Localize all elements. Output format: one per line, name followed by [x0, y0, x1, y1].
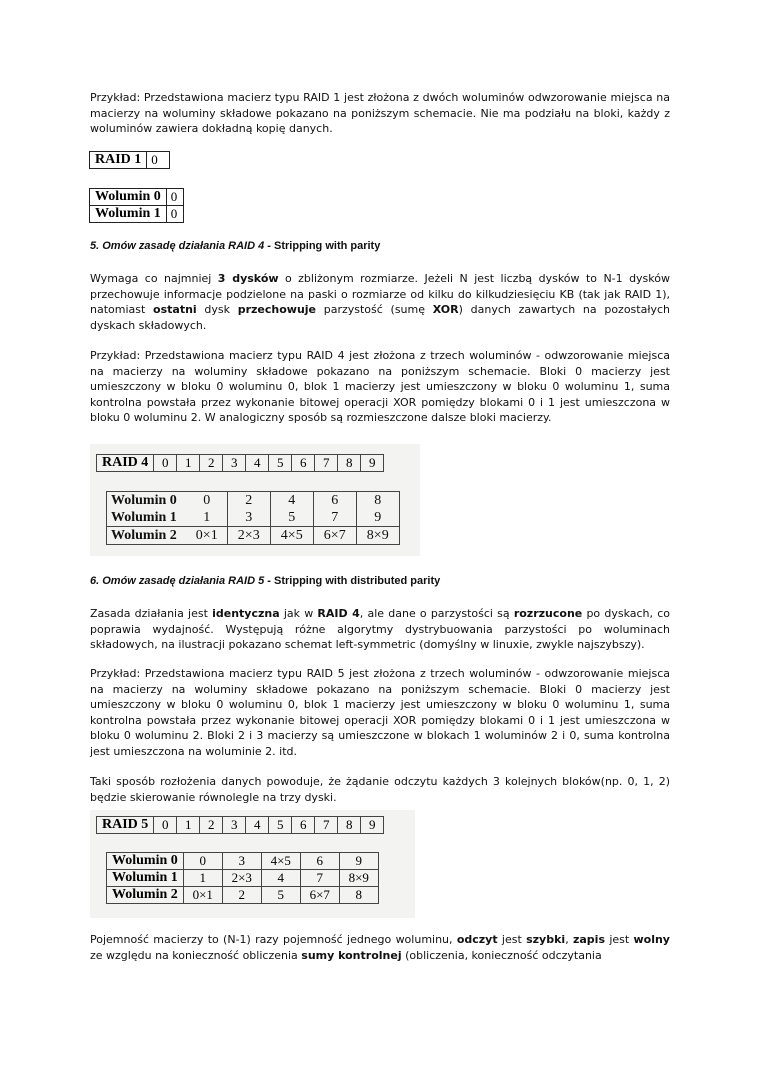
bold-term: RAID 4	[317, 607, 360, 620]
heading-number: 6. Omów zasadę działania RAID 5 -	[90, 575, 271, 587]
raid4-description	[90, 271, 670, 333]
raid5-volume-cell: 9	[339, 853, 378, 870]
heading-subtitle: Stripping with distributed parity	[270, 575, 441, 587]
raid4-volume-cell: 4	[270, 492, 313, 510]
raid4-volume-cell: 8×9	[356, 527, 399, 545]
raid4-header-label: RAID 4	[97, 455, 154, 472]
text-segment: Wymaga co najmniej	[90, 272, 218, 285]
text-segment: jak w	[279, 607, 318, 620]
raid4-volume-cell: 2×3	[227, 527, 270, 545]
text-segment: parzystość (sumę	[316, 303, 433, 316]
text-segment: Zasada działania jest	[90, 607, 213, 620]
text-segment: jest	[497, 933, 527, 946]
raid4-block-cell: 4	[246, 455, 269, 472]
section-heading-raid5	[90, 575, 670, 587]
raid5-volume-cell: 1	[183, 870, 222, 887]
raid5-block-cell: 4	[246, 817, 269, 834]
bold-term: rozrzucone	[513, 607, 583, 620]
text-segment: o zbliżonym rozmiarze. Jeżeli N jest liczbą dysków to N-1 dysków przechowuje informacje podzielone na paski o rozmiarze od kilku do kilkudziesięciu KB (tak jak RAID 1), natomiast	[90, 272, 670, 316]
raid5-volume-cell: 5	[261, 887, 300, 904]
text-segment: jest	[605, 933, 634, 946]
text-segment: dysk	[196, 303, 238, 316]
text-segment: po dyskach, co poprawia wydajność. Występują różne algorytmy dystrybuowania parzystości po woluminach składowych, na ilustracji pokazano schemat left-symmetric (domyślny w linuxie, zwykle najszybszy).	[90, 607, 670, 651]
raid5-volume-label: Wolumin 0	[107, 853, 184, 870]
raid4-volume-cell: 4×5	[270, 527, 313, 545]
bold-term: szybki	[526, 933, 566, 946]
raid4-volume-cell: 1	[203, 510, 211, 525]
raid5-volume-cell: 2×3	[222, 870, 261, 887]
raid5-volume-cell: 7	[300, 870, 339, 887]
raid4-block-cell: 3	[223, 455, 246, 472]
raid5-volume-cell: 2	[222, 887, 261, 904]
raid5-volume-cell: 4×5	[261, 853, 300, 870]
bold-term: przechowuje	[237, 303, 317, 316]
capacity-text	[90, 932, 670, 963]
text-segment: (obliczenia, konieczność odczytania	[401, 948, 602, 962]
bold-term: sumy kontrolnej	[301, 948, 402, 962]
raid5-block-cell: 6	[292, 817, 315, 834]
raid5-header-label: RAID 5	[97, 817, 154, 834]
raid5-volume-cell: 6	[300, 853, 339, 870]
raid1-example-text: Przykład: Przedstawiona macierz typu RAID 1 jest złożona z dwóch woluminów odwzorowanie miejsca na macierzy na woluminy składowe pokazano na poniższym schemacie. Nie ma podziału na bloki, każdy z woluminów zawiera dokładną kopię danych.	[90, 91, 670, 135]
raid4-volume-cell: 6×7	[313, 527, 356, 545]
raid4-block-cell: 5	[269, 455, 292, 472]
raid4-volume-cell: 0	[203, 493, 211, 508]
bold-term: wolny	[633, 933, 670, 946]
raid4-block-cell: 9	[361, 455, 384, 472]
bold-term: odczyt	[456, 933, 498, 946]
raid1-header-label: RAID 1	[90, 152, 147, 169]
raid5-block-cell: 8	[338, 817, 361, 834]
raid4-volume-cell: 9	[356, 509, 399, 527]
bold-term: identyczna	[212, 607, 280, 620]
heading-number: 5. Omów zasadę działania RAID 4 -	[90, 240, 271, 252]
raid5-volume-cell: 8×9	[339, 870, 378, 887]
raid4-volume-cell: 6	[313, 492, 356, 510]
raid4-block-cell: 1	[177, 455, 200, 472]
raid1-header-cell: 0	[147, 152, 170, 169]
raid1-volume-cell: 0	[166, 189, 183, 206]
raid1-volume-label: Wolumin 1	[90, 206, 167, 223]
raid5-volume-cell: 6×7	[300, 887, 339, 904]
raid4-volume-table	[106, 491, 400, 545]
raid1-volume-label: Wolumin 0	[90, 189, 167, 206]
raid5-read-note: Taki sposób rozłożenia danych powoduje, że żądanie odczytu każdych 3 kolejnych bloków(np. 0, 1, 2) będzie skierowanie równolegle na trzy dyski.	[90, 775, 670, 804]
raid5-volume-label: Wolumin 2	[107, 887, 184, 904]
raid4-volume-cell: 2	[227, 492, 270, 510]
raid4-block-cell: 2	[200, 455, 223, 472]
raid4-volume-label: Wolumin 2	[107, 527, 187, 545]
raid5-volume-cell: 8	[339, 887, 378, 904]
text-segment: ,	[565, 933, 573, 946]
heading-subtitle: Stripping with parity	[270, 240, 381, 252]
raid5-block-cell: 3	[223, 817, 246, 834]
raid1-volume-table	[89, 188, 184, 223]
raid5-block-cell: 0	[154, 817, 177, 834]
raid5-volume-cell: 0	[183, 853, 222, 870]
text-segment: ) danych zawartych na pozostałych dyskach składowych.	[90, 303, 670, 332]
raid5-block-cell: 9	[361, 817, 384, 834]
bold-term: 3 dysków	[217, 272, 279, 285]
raid4-block-cell: 8	[338, 455, 361, 472]
section-heading-raid4	[90, 240, 670, 252]
raid4-volume-cell: 3	[227, 509, 270, 527]
raid5-volume-label: Wolumin 1	[107, 870, 184, 887]
raid4-block-cell: 0	[154, 455, 177, 472]
raid5-example-text: Przykład: Przedstawiona macierz typu RAID 5 jest złożona z trzech woluminów - odwzorowanie miejsca na macierzy na woluminy składowe pokazano na poniższym schemacie. Bloki 0 macierzy jest umieszczony w bloku 0 woluminu 0, blok 1 macierzy jest umieszczony w bloku 0 woluminu 1, suma kontrolna powstała przez wykonanie bitowej operacji XOR pomiędzy blokami 0 i 1 jest umieszczona w bloku 0 woluminu 2. Bloki 2 i 3 macierzy są umieszczone w blokach 1 woluminów 2 i 0, suma kontrolna jest umieszczona na woluminie 2. itd.	[90, 667, 670, 758]
raid4-block-cell: 7	[315, 455, 338, 472]
raid4-volume-cell: 5	[270, 509, 313, 527]
raid5-volume-cell: 4	[261, 870, 300, 887]
bold-term: XOR	[432, 303, 459, 316]
raid5-volume-cell: 0×1	[183, 887, 222, 904]
text-segment: ze względu na konieczność obliczenia	[90, 948, 302, 962]
raid4-volume-label: Wolumin 1	[111, 510, 177, 525]
raid1-header-table	[89, 151, 170, 169]
raid4-header-table	[96, 454, 384, 472]
raid4-block-cell: 6	[292, 455, 315, 472]
raid5-block-cell: 7	[315, 817, 338, 834]
raid4-volume-label: Wolumin 0	[111, 493, 177, 508]
bold-term: ostatni	[153, 303, 197, 316]
text-segment: , ale dane o parzystości są	[359, 607, 514, 620]
raid5-description	[90, 606, 670, 653]
raid4-volume-cell: 0×1	[187, 527, 228, 545]
raid5-block-cell: 1	[177, 817, 200, 834]
raid5-block-cell: 2	[200, 817, 223, 834]
raid5-block-cell: 5	[269, 817, 292, 834]
text-segment: Pojemność macierzy to (N-1) razy pojemność jednego woluminu,	[90, 933, 457, 946]
bold-term: zapis	[572, 933, 606, 946]
raid5-header-table	[96, 816, 384, 834]
raid4-volume-cell: 8	[356, 492, 399, 510]
raid4-volume-cell: 7	[313, 509, 356, 527]
raid4-example-text: Przykład: Przedstawiona macierz typu RAID 4 jest złożona z trzech woluminów - odwzorowanie miejsca na macierzy na woluminy składowe pokazano na poniższym schemacie. Bloki 0 macierzy jest umieszczony w bloku 0 woluminu 0, blok 1 macierzy jest umieszczony w bloku 0 woluminu 1, suma kontrolna powstała przez wykonanie bitowej operacji XOR pomiędzy blokami 0 i 1 jest umieszczona w bloku 0 woluminu 2. W analogiczny sposób są rozmieszczone dalsze bloki macierzy.	[90, 349, 670, 424]
raid5-volume-cell: 3	[222, 853, 261, 870]
raid1-volume-cell: 0	[166, 206, 183, 223]
raid5-volume-table	[106, 852, 379, 904]
